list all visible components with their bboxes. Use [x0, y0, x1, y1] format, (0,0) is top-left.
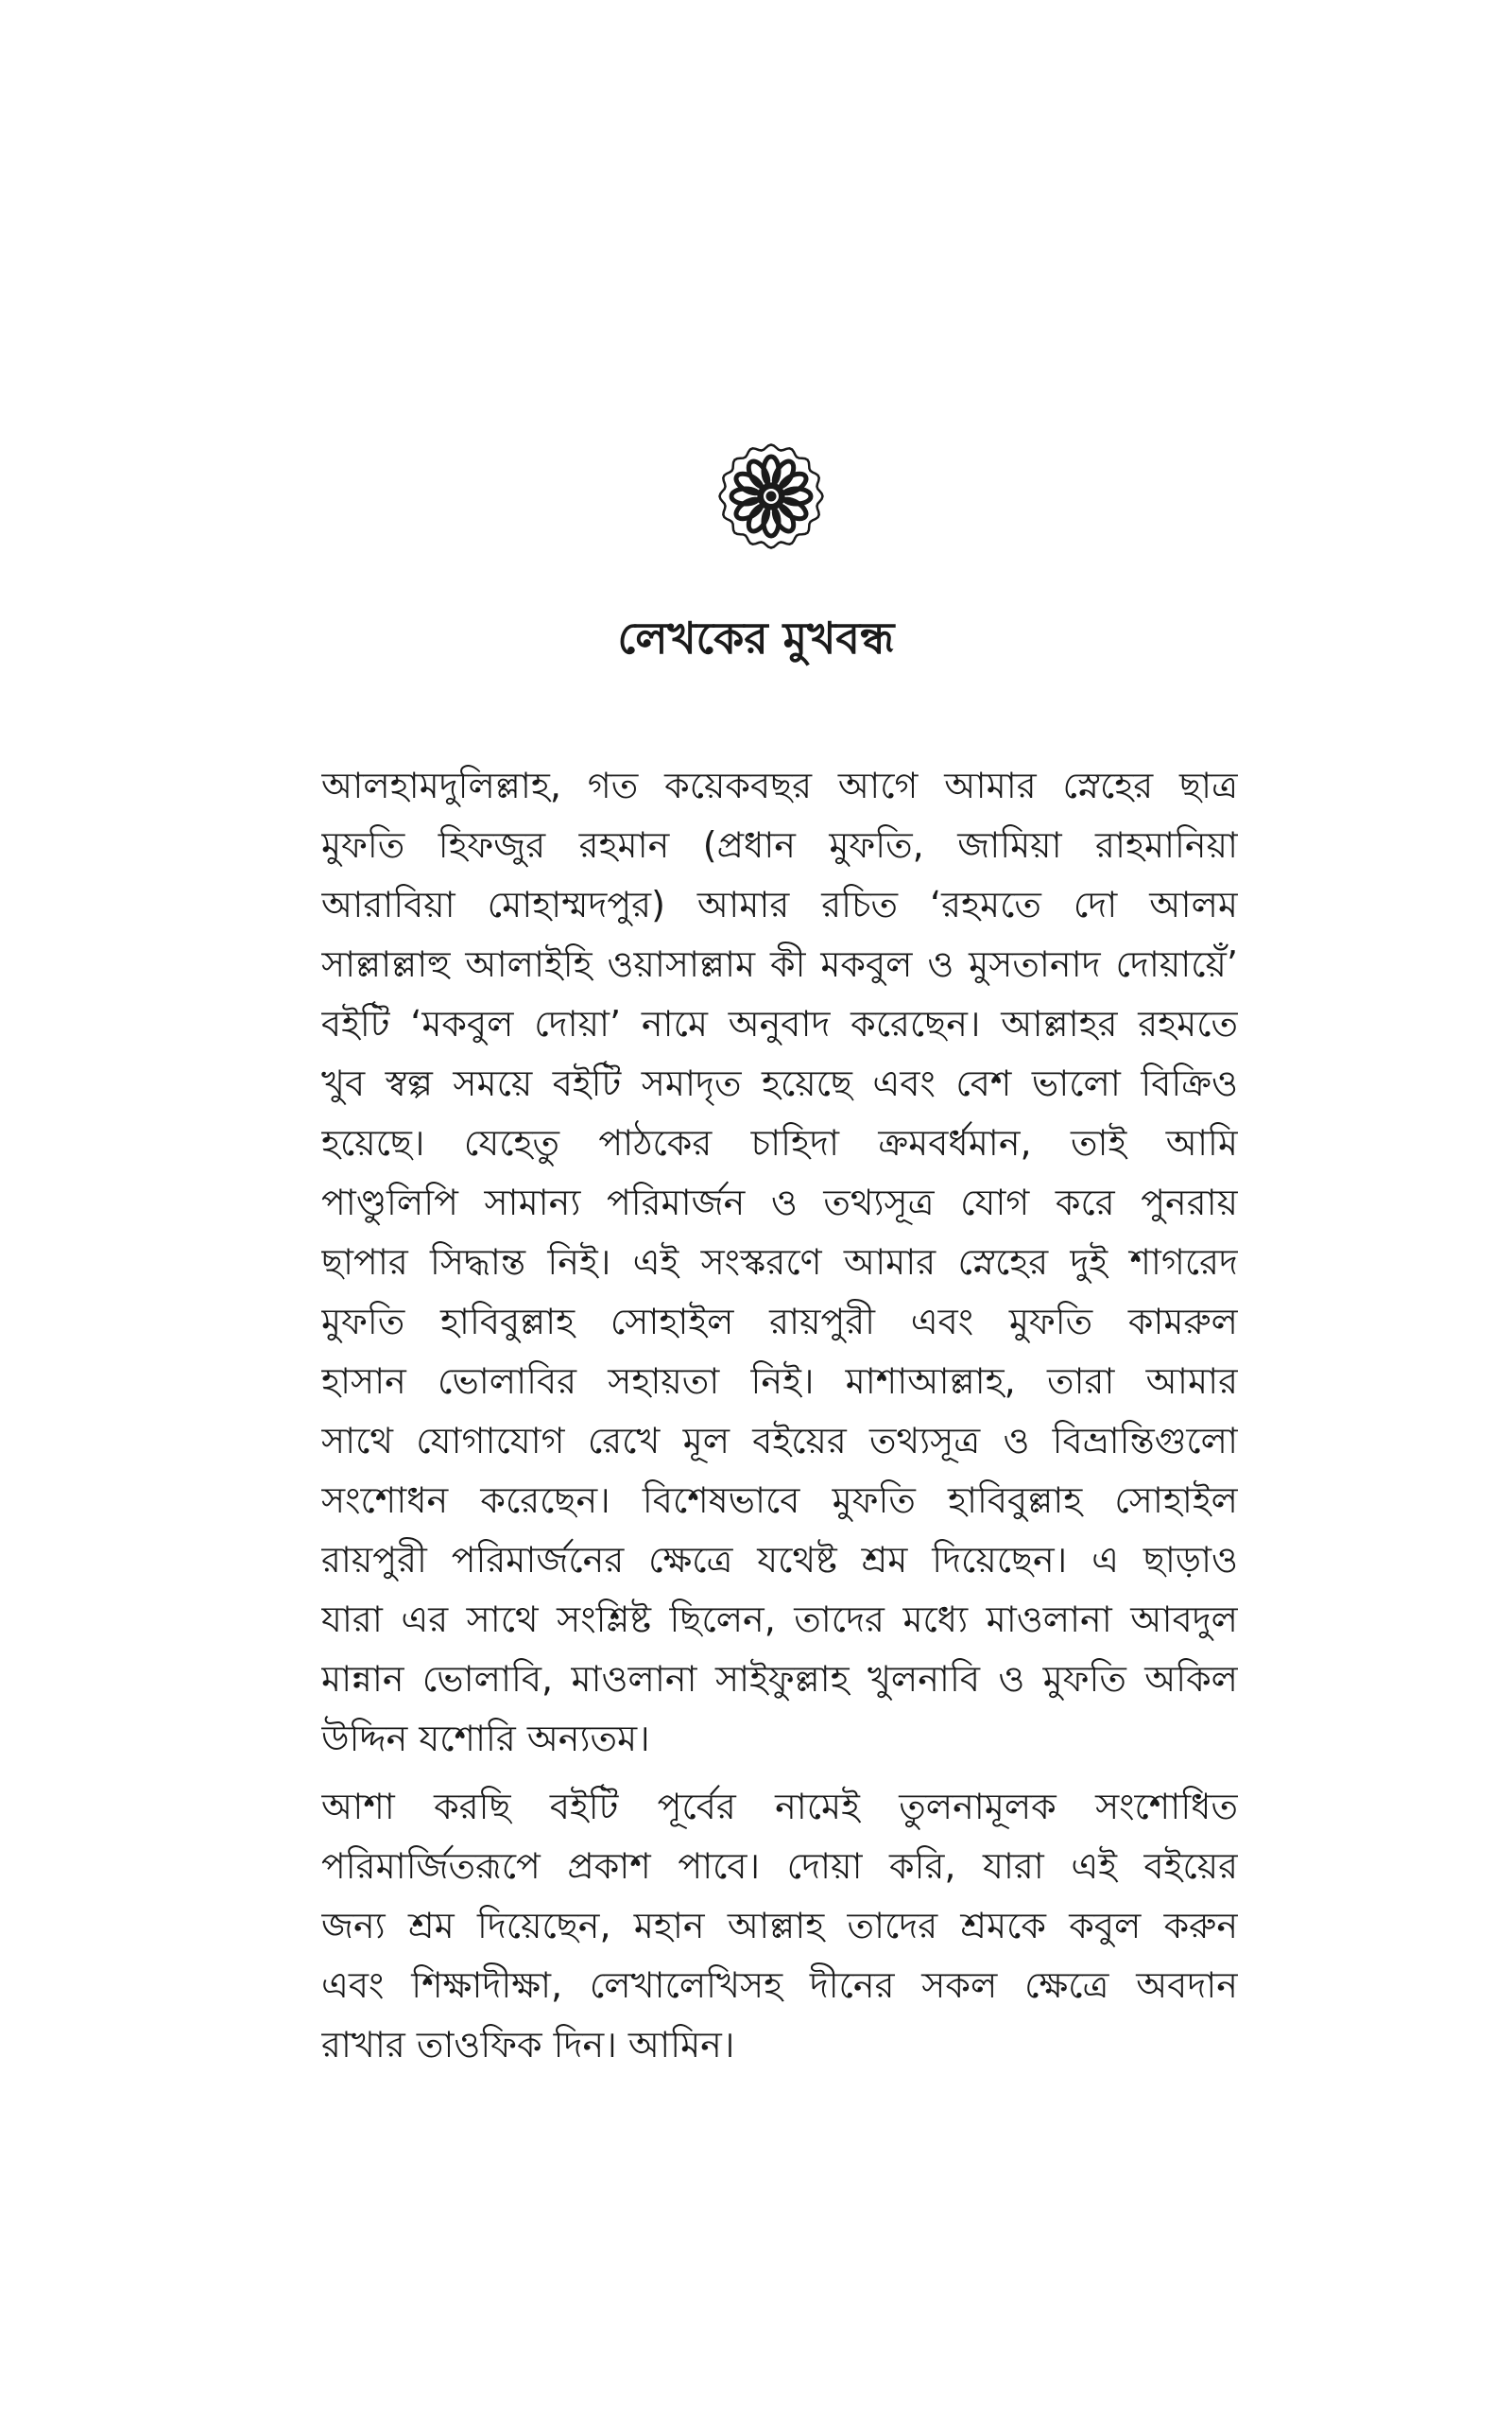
text-line: আলহামদুলিল্লাহ, গত কয়েকবছর আগে আমার স্নেহের ছাত্র — [321, 765, 1238, 806]
text-line: মুফতি হাবিবুল্লাহ সোহাইল রায়পুরী এবং মুফতি কামরুল — [321, 1301, 1238, 1342]
text-line: পরিমার্জিতরূপে প্রকাশ পাবে। দোয়া করি, যারা এই বইয়ের — [321, 1845, 1238, 1887]
paragraph-2 — [321, 1777, 1238, 2075]
flower-rosette-icon — [714, 440, 828, 553]
text-line: হাসান ভোলাবির সহায়তা নিই। মাশাআল্লাহ, তারা আমার — [321, 1360, 1238, 1402]
text-line: উদ্দিন যশোরি অন্যতম। — [321, 1718, 650, 1759]
text-line: মান্নান ভোলাবি, মাওলানা সাইফুল্লাহ খুলনাবি ও মুফতি অকিল — [321, 1658, 1238, 1700]
text-line: রায়পুরী পরিমার্জনের ক্ষেত্রে যথেষ্ট শ্রম দিয়েছেন। এ ছাড়াও — [321, 1539, 1238, 1581]
text-line: আশা করছি বইটি পূর্বের নামেই তুলনামূলক সংশোধিত — [321, 1786, 1238, 1827]
text-line: আরাবিয়া মোহাম্মদপুর) আমার রচিত ‘রহমতে দো আলম — [321, 884, 1238, 925]
text-line: সাল্লাল্লাহু আলাইহি ওয়াসাল্লাম কী মকবুল ও মুসতানাদ দোয়ায়েঁ’ — [321, 943, 1238, 985]
text-line: সংশোধন করেছেন। বিশেষভাবে মুফতি হাবিবুল্লাহ সোহাইল — [321, 1479, 1238, 1521]
text-line: ছাপার সিদ্ধান্ত নিই। এই সংস্করণে আমার স্নেহের দুই শাগরেদ — [321, 1241, 1238, 1283]
text-line: এবং শিক্ষাদীক্ষা, লেখালেখিসহ দীনের সকল ক্ষেত্রে অবদান — [321, 1964, 1238, 2006]
text-line: সাথে যোগাযোগ রেখে মূল বইয়ের তথ্যসূত্র ও বিভ্রান্তিগুলো — [321, 1420, 1238, 1461]
paragraph-1 — [321, 756, 1238, 1769]
text-line: মুফতি হিফজুর রহমান (প্রধান মুফতি, জামিয়া রাহমানিয়া — [321, 824, 1238, 866]
text-line: বইটি ‘মকবুল দোয়া’ নামে অনুবাদ করেছেন। আল্লাহর রহমতে — [321, 1003, 1238, 1045]
text-line: খুব স্বল্প সময়ে বইটি সমাদৃত হয়েছে এবং বেশ ভালো বিক্রিও — [321, 1063, 1238, 1104]
text-line: জন্য শ্রম দিয়েছেন, মহান আল্লাহ তাদের শ্রমকে কবুল করুন — [321, 1905, 1238, 1946]
text-line: পাণ্ডুলিপি সামান্য পরিমার্জন ও তথ্যসূত্র যোগ করে পুনরায় — [321, 1182, 1238, 1223]
text-line: যারা এর সাথে সংশ্লিষ্ট ছিলেন, তাদের মধ্যে মাওলানা আবদুল — [321, 1599, 1238, 1640]
text-line: রাখার তাওফিক দিন। আমিন। — [321, 2024, 735, 2066]
text-line: হয়েছে। যেহেতু পাঠকের চাহিদা ক্রমবর্ধমান, তাই আমি — [321, 1122, 1238, 1164]
page-title: লেখকের মুখবন্ধ — [617, 613, 895, 664]
